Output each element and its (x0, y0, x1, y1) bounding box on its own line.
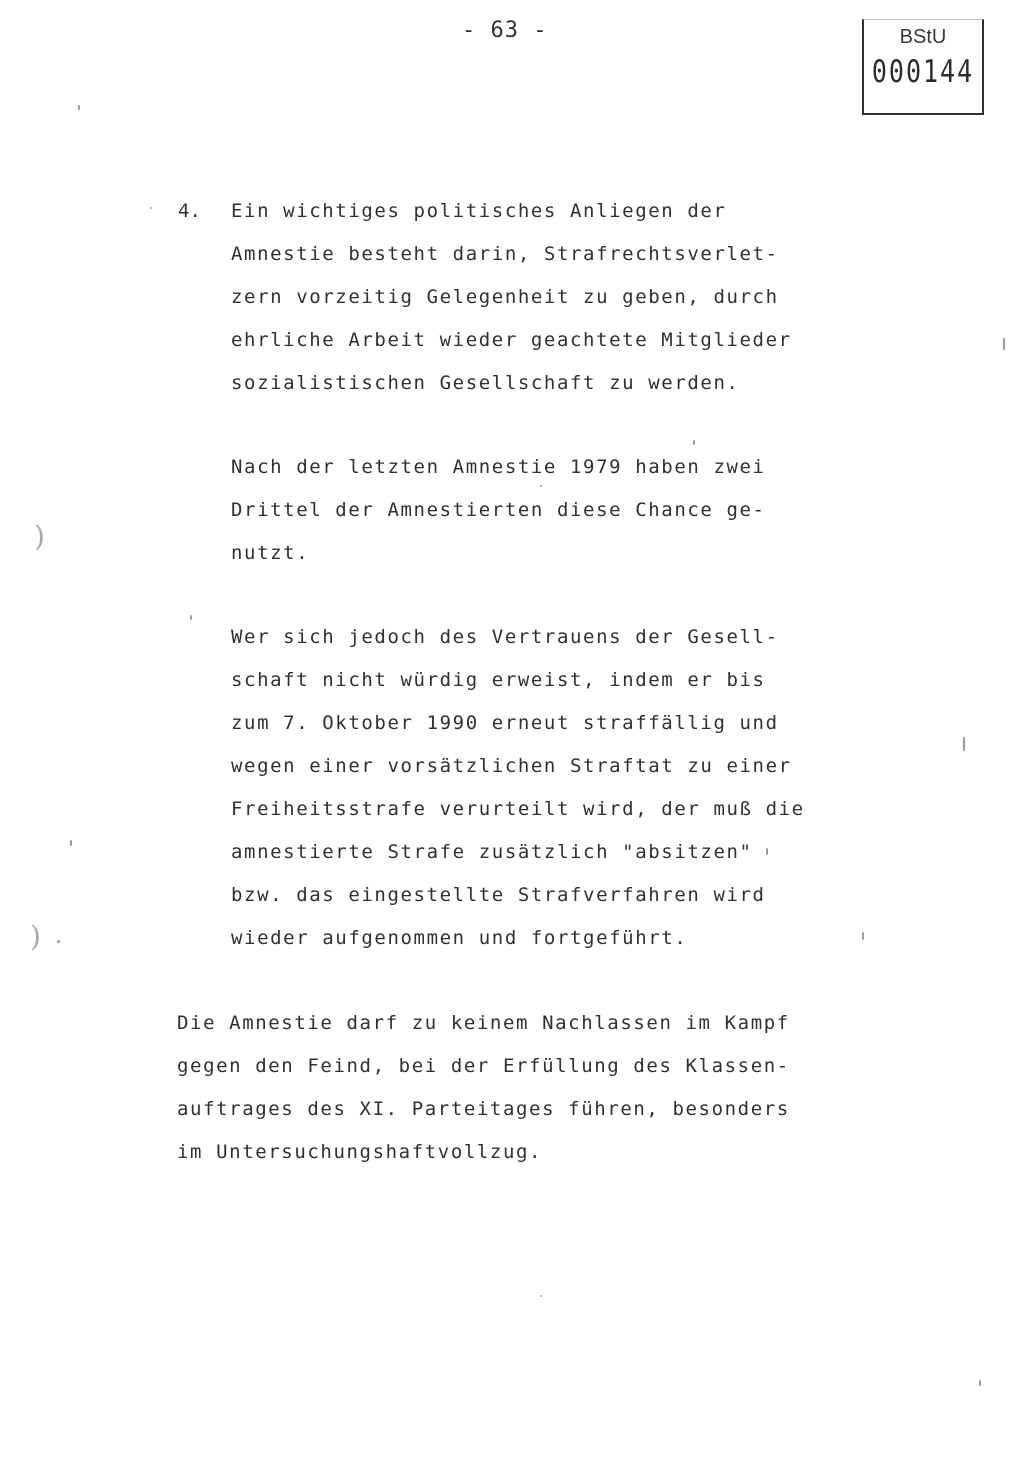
text-line: bzw. das eingestellte Strafverfahren wird (231, 884, 766, 906)
scan-artifact: ) (30, 920, 41, 953)
scan-speck (1003, 338, 1005, 350)
text-line: auftrages des XI. Parteitages führen, besonders (177, 1098, 790, 1120)
stamp-number: 000144 (871, 53, 975, 90)
text-line: Drittel der Amnestierten diese Chance ge- (231, 499, 766, 521)
text-line: gegen den Feind, bei der Erfüllung des Klassen- (177, 1055, 790, 1077)
text-line: sozialistischen Gesellschaft zu werden. (231, 372, 740, 394)
scan-speck (190, 615, 192, 620)
scan-speck (862, 932, 864, 940)
scan-speck (540, 485, 542, 487)
text-line: wegen einer vorsätzlichen Straftat zu einer (231, 755, 792, 777)
text-line: Die Amnestie darf zu keinem Nachlassen im Kampf (177, 1012, 790, 1034)
text-line: Wer sich jedoch des Vertrauens der Gesell- (231, 626, 779, 648)
text-line: amnestierte Strafe zusätzlich "absitzen" (231, 841, 753, 863)
scan-artifact: ) (34, 520, 45, 553)
text-line: im Untersuchungshaftvollzug. (177, 1141, 543, 1163)
stamp-label: BStU (899, 26, 947, 48)
scan-speck (766, 848, 768, 855)
scan-speck (693, 440, 695, 445)
text-line: Ein wichtiges politisches Anliegen der (231, 200, 727, 222)
text-line: nutzt. (231, 542, 310, 564)
text-line: zern vorzeitig Gelegenheit zu geben, durch (231, 286, 779, 308)
scan-speck (540, 1295, 542, 1297)
text-line: wieder aufgenommen und fortgeführt. (231, 927, 688, 949)
text-line: Amnestie besteht darin, Strafrechtsverlet- (231, 243, 779, 265)
item-number: 4. (178, 200, 201, 222)
text-line: Freiheitsstrafe verurteilt wird, der muß die (231, 798, 805, 820)
scan-speck (78, 105, 80, 110)
scan-speck (979, 1380, 981, 1386)
text-line: schaft nicht würdig erweist, indem er bis (231, 669, 766, 691)
scan-speck (963, 737, 965, 751)
text-line: zum 7. Oktober 1990 erneut straffällig und (231, 712, 779, 734)
scan-speck (70, 840, 72, 846)
scan-speck (150, 207, 152, 209)
text-line: ehrliche Arbeit wieder geachtete Mitglieder (231, 329, 792, 351)
scan-speck (57, 940, 60, 943)
archive-stamp (862, 19, 984, 115)
page-number: - 63 - (462, 18, 548, 43)
text-line: Nach der letzten Amnestie 1979 haben zwei (231, 456, 766, 478)
